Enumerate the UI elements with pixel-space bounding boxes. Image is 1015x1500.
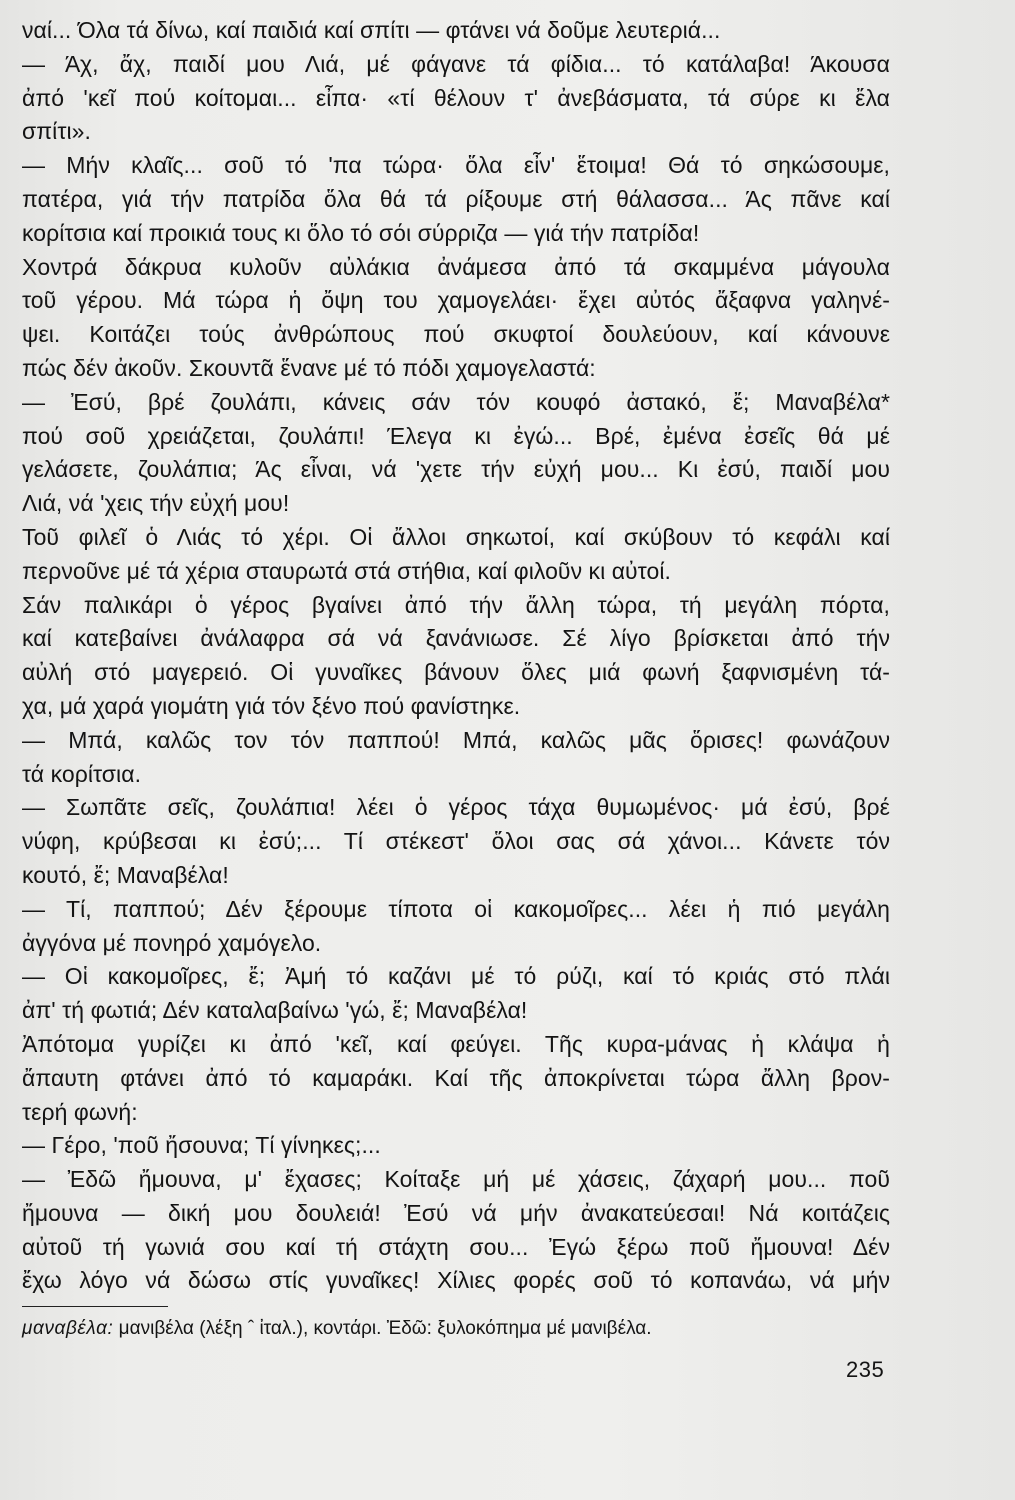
body-text bbox=[22, 14, 890, 1298]
text-line: — Άχ, ἄχ, παιδί μου Λιά, μέ φάγανε τά φίδια... τό κατάλαβα! Άκουσα bbox=[22, 50, 890, 77]
text-line: — Γέρο, 'ποῦ ἤσουνα; Τί γίνηκες;... bbox=[22, 1132, 381, 1159]
text-line: γελάσετε, ζουλάπια; Άς εἶναι, νά 'χετε τήν εὐχή μου... Κι ἐσύ, παιδί μου bbox=[22, 456, 890, 483]
text-line: Σάν παλικάρι ὁ γέρος βγαίνει ἀπό τήν ἄλλη τώρα, τή μεγάλη πόρτα, bbox=[22, 591, 890, 618]
text-line: ναί... Όλα τά δίνω, καί παιδιά καί σπίτι — φτάνει νά δοῦμε λευτεριά... bbox=[22, 17, 721, 43]
text-line: — Ἐσύ, βρέ ζουλάπι, κάνεις σάν τόν κουφό ἀστακό, ἔ; Μαναβέλα* bbox=[22, 388, 890, 415]
text-line: — Σωπᾶτε σεῖς, ζουλάπια! λέει ὁ γέρος τάχα θυμωμένος· μά ἐσύ, βρέ bbox=[22, 794, 890, 821]
text-line: καί κατεβαίνει ἀνάλαφρα σά νά ξανάνιωσε. Σέ λίγο βρίσκεται ἀπό τήν bbox=[22, 625, 890, 652]
text-line: ψει. Κοιτάζει τούς ἀνθρώπους πού σκυφτοί δουλεύουν, καί κάνουνε bbox=[22, 321, 890, 348]
text-line: Ἀπότομα γυρίζει κι ἀπό 'κεῖ, καί φεύγει. Τῆς κυρα-μάνας ἡ κλάψα ἡ bbox=[22, 1030, 890, 1057]
footnote-term: μαναβέλα: bbox=[22, 1318, 114, 1339]
text-line: Τοῦ φιλεῖ ὁ Λιάς τό χέρι. Οἱ ἄλλοι σηκωτοί, καί σκύβουν τό κεφάλι καί bbox=[22, 523, 890, 550]
text-line: Λιά, νά 'χεις τήν εὐχή μου! bbox=[22, 490, 290, 517]
text-line: — Μήν κλαῖς... σοῦ τό 'πα τώρα· ὅλα εἶν' ἕτοιμα! Θά τό σηκώσουμε, bbox=[22, 152, 890, 179]
text-line: αὐτοῦ τή γωνιά σου καί τή στάχτη σου... Ἐγώ ξέρω ποῦ ἤμουνα! Δέν bbox=[22, 1233, 890, 1260]
text-line: — Τί, παππού; Δέν ξέρουμε τίποτα οἱ κακομοῖρες... λέει ἡ πιό μεγάλη bbox=[22, 895, 890, 922]
text-line: ἀγγόνα μέ πονηρό χαμόγελο. bbox=[22, 929, 322, 956]
text-line: — Μπά, καλῶς τον τόν παππού! Μπά, καλῶς μᾶς ὅρισες! φωνάζουν bbox=[22, 726, 890, 753]
text-line: κορίτσια καί προικιά τους κι ὅλο τό σόι σύρριζα — γιά τήν πατρίδα! bbox=[22, 219, 700, 246]
text-line: πατέρα, γιά τήν πατρίδα ὅλα θά τά ρίξουμε στή θάλασσα... Άς πᾶνε καί bbox=[22, 185, 890, 212]
footnote-definition: μανιβέλα (λέξη ˆ ἰταλ.), κοντάρι. Ἐδῶ: ξυλοκόπημα μέ μανιβέλα. bbox=[113, 1318, 652, 1339]
text-line: χα, μά χαρά γιομάτη γιά τόν ξένο πού φανίστηκε. bbox=[22, 692, 521, 719]
text-line: αὐλή στό μαγερειό. Οἱ γυναῖκες βάνουν ὅλες μιά φωνή ξαφνισμένη τά- bbox=[22, 659, 890, 686]
text-line: σπίτι». bbox=[22, 118, 91, 145]
text-line: πώς δέν ἀκοῦν. Σκουντᾶ ἕνανε μέ τό πόδι χαμογελαστά: bbox=[22, 354, 596, 381]
text-line: περνοῦνε μέ τά χέρια σταυρωτά στά στήθια, καί φιλοῦν κι αὐτοί. bbox=[22, 557, 671, 584]
text-line: — Ἐδῶ ἤμουνα, μ' ἔχασες; Κοίταξε μή μέ χάσεις, ζάχαρή μου... ποῦ bbox=[22, 1166, 890, 1193]
footnote-divider bbox=[22, 1306, 168, 1307]
text-line: τά κορίτσια. bbox=[22, 760, 142, 787]
text-line: — Οἱ κακομοῖρες, ἔ; Ἀμή τό καζάνι μέ τό ρύζι, καί τό κριάς στό πλάι bbox=[22, 963, 890, 990]
text-line: τερή φωνή: bbox=[22, 1098, 138, 1125]
text-line: ἀπό 'κεῖ πού κοίτομαι... εἶπα· «τί θέλουν τ' ἀνεβάσματα, τά σύρε κι ἔλα bbox=[22, 84, 890, 111]
text-line: πού σοῦ χρειάζεται, ζουλάπι! Έλεγα κι ἐγώ... Βρέ, ἐμένα ἐσεῖς θά μέ bbox=[22, 422, 890, 449]
page-number: 235 bbox=[846, 1357, 885, 1382]
text-line: ἔχω λόγο νά δώσω στίς γυναῖκες! Χίλιες φορές σοῦ τό κοπανάω, νά μήν bbox=[22, 1267, 890, 1294]
text-line: ἤμουνα — δική μου δουλειά! Ἐσύ νά μήν ἀνακατεύεσαι! Νά κοιτάζεις bbox=[22, 1199, 890, 1226]
text-line: κουτό, ἔ; Μαναβέλα! bbox=[22, 861, 229, 888]
text-line: τοῦ γέρου. Μά τώρα ἡ ὄψη του χαμογελάει· ἔχει αὐτός ἄξαφνα γαληνέ- bbox=[22, 287, 890, 314]
text-line: νύφη, κρύβεσαι κι ἐσύ;... Τί στέκεστ' ὅλοι σας σά χάνοι... Κάνετε τόν bbox=[22, 828, 890, 855]
footnote bbox=[22, 1315, 890, 1343]
text-line: ἄπαυτη φτάνει ἀπό τό καμαράκι. Καί τῆς ἀποκρίνεται τώρα ἄλλη βρον- bbox=[22, 1064, 890, 1091]
text-line: Χοντρά δάκρυα κυλοῦν αὐλάκια ἀνάμεσα ἀπό τά σκαμμένα μάγουλα bbox=[22, 253, 890, 280]
text-line: ἀπ' τή φωτιά; Δέν καταλαβαίνω 'γώ, ἔ; Μαναβέλα! bbox=[22, 997, 528, 1024]
